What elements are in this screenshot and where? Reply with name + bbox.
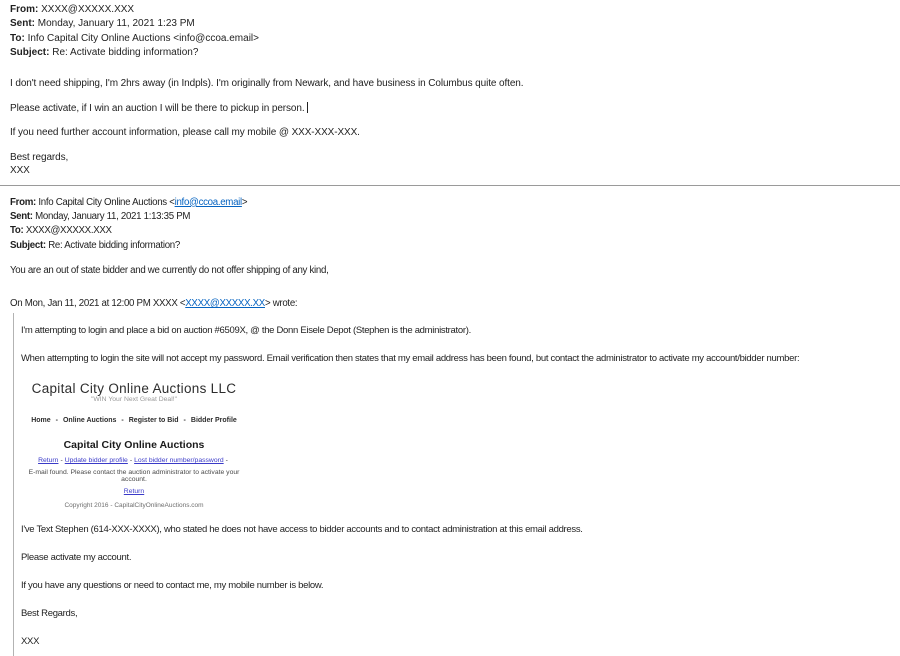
text-cursor: [307, 102, 308, 113]
link-separator: -: [60, 457, 63, 465]
to-value: XXXX@XXXXX.XXX: [25, 225, 112, 237]
header-subject: [10, 239, 890, 253]
site-nav-register-to-bid: Register to Bid: [128, 417, 179, 425]
paragraph-out-of-state: You are an out of state bidder and we currently do not offer shipping of any kind,: [10, 265, 329, 277]
wrote-prefix: On Mon, Jan 11, 2021 at 12:00 PM XXXX <: [10, 298, 186, 310]
paragraph-please-activate-text: Please activate, if I win an auction I will be there to pickup in person.: [10, 102, 305, 114]
nav-separator: -: [183, 417, 186, 425]
subject-label: Subject:: [10, 47, 50, 59]
link-separator: -: [129, 457, 133, 465]
site-links-row: [21, 457, 247, 465]
to-label: To:: [10, 225, 24, 237]
site-update-profile-link: Update bidder profile: [64, 457, 128, 465]
site-title: Capital City Online Auctions LLC: [31, 381, 237, 397]
site-nav: [21, 417, 247, 425]
site-return-link-bottom: Return: [123, 487, 145, 495]
email-reply-original: [10, 196, 890, 656]
paragraph-activate-account: Please activate my account.: [21, 551, 132, 563]
header-subject: [10, 46, 890, 60]
from-email-link[interactable]: info@ccoa.email: [174, 196, 242, 208]
quoted-message: [13, 313, 890, 656]
paragraph-attempting-bid: I'm attempting to login and place a bid on auction #6509X, @ the Donn Eisele Depot (Stephen is the administrator).: [21, 325, 471, 337]
paragraph-contact-info: If you have any questions or need to contact me, my mobile number is below.: [21, 579, 324, 591]
nav-separator: -: [121, 417, 124, 425]
sender-email-link[interactable]: XXXX@XXXXX.XX: [185, 298, 265, 310]
paragraph-mobile: If you need further account information, please call my mobile @ XXX-XXX-XXX.: [10, 126, 360, 138]
signature-name: XXX: [10, 165, 30, 177]
header-to: [10, 224, 890, 238]
sent-label: Sent:: [10, 18, 35, 30]
email-reply-top: [10, 3, 890, 178]
header-sent: [10, 210, 890, 224]
paragraph-login-problem: When attempting to login the site will not accept my password. Email verification then states that my email address has been found, but contact the administrator to activate my account/bidder number:: [21, 353, 800, 365]
sent-value: Monday, January 11, 2021 1:23 PM: [37, 18, 195, 30]
site-nav-bidder-profile: Bidder Profile: [190, 417, 237, 425]
signature-closing: Best regards,: [10, 151, 69, 163]
site-tagline: "WIN Your Next Great Deal!": [90, 396, 178, 404]
from-prefix: Info Capital City Online Auctions <: [38, 196, 175, 208]
from-suffix: >: [241, 196, 248, 208]
to-value: Info Capital City Online Auctions <info@ccoa.email>: [27, 32, 259, 44]
site-copyright: Copyright 2016 - CapitalCityOnlineAuctions.com: [64, 502, 204, 510]
quote-signature-name: XXX: [21, 635, 40, 647]
to-label: To:: [10, 32, 25, 44]
header-from: [10, 3, 890, 17]
signature: [10, 151, 890, 178]
site-return-link: Return: [38, 457, 59, 465]
embedded-site-screenshot: [21, 375, 247, 510]
site-email-found-notice: E-mail found. Please contact the auction administrator to activate your account.: [28, 468, 240, 484]
from-value: XXXX@XXXXX.XXX: [41, 4, 135, 15]
header-to: [10, 32, 890, 46]
site-page-heading: Capital City Online Auctions: [63, 439, 205, 452]
site-return-row: [21, 488, 247, 496]
subject-value: Re: Activate bidding information?: [52, 47, 199, 59]
quote-signature-closing: Best Regards,: [21, 607, 78, 619]
quote-attribution: [10, 298, 890, 309]
paragraph-please-activate: [10, 102, 890, 114]
nav-separator: -: [55, 417, 58, 425]
link-separator: -: [225, 457, 228, 465]
header-from: [10, 196, 890, 210]
sent-label: Sent:: [10, 211, 33, 223]
sent-value: Monday, January 11, 2021 1:13:35 PM: [35, 211, 191, 223]
paragraph-texted-stephen: I've Text Stephen (614-XXX-XXXX), who stated he does not have access to bidder accounts and to contact administration at this email address.: [21, 523, 583, 535]
wrote-suffix: > wrote:: [264, 298, 298, 310]
subject-label: Subject:: [10, 239, 46, 251]
header-sent: [10, 17, 890, 31]
message-divider: [0, 185, 900, 186]
site-lost-password-link: Lost bidder number/password: [134, 457, 224, 465]
from-label: From:: [10, 196, 36, 208]
from-label: From:: [10, 4, 39, 15]
subject-value: Re: Activate bidding information?: [48, 239, 180, 251]
site-nav-online-auctions: Online Auctions: [62, 417, 117, 425]
paragraph-no-shipping: I don't need shipping, I'm 2hrs away (in Indpls). I'm originally from Newark, and have business in Columbus quite often.: [10, 77, 524, 89]
site-nav-home: Home: [31, 417, 51, 425]
